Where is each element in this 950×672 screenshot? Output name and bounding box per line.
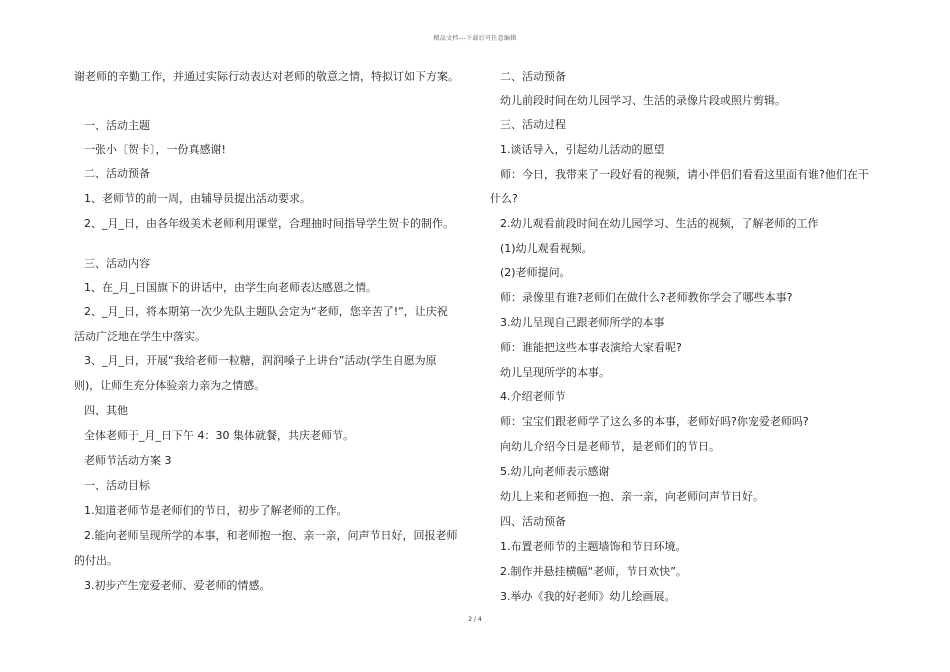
text-line: 幼儿上来和老师抱一抱、亲一亲，向老师问声节日好。 <box>500 490 764 503</box>
section-heading: 四、其他 <box>84 404 128 417</box>
text-line: 1、在_月_日国旗下的讲话中，由学生向老师表达感恩之情。 <box>84 281 377 294</box>
section-heading: 三、活动内容 <box>84 257 150 270</box>
text-line: 师：谁能把这些本事表演给大家看呢? <box>500 341 682 354</box>
text-line: 师：今日，我带来了一段好看的视频，请小伴侣们看看这里面有谁?他们在干 <box>500 168 869 181</box>
section-heading: 二、活动预备 <box>500 70 566 83</box>
text-line: (1)幼儿观看视频。 <box>500 242 593 255</box>
text-line: 1.谈话导入，引起幼儿活动的愿望 <box>500 143 665 156</box>
text-line: 谢老师的辛勤工作，并通过实际行动表达对老师的敬意之情，特拟订如下方案。 <box>74 70 459 83</box>
section-heading: 一、活动目标 <box>84 479 150 492</box>
text-line: 2.制作并悬挂横幅“老师，节日欢快”。 <box>500 565 687 578</box>
section-heading: 一、活动主题 <box>84 119 150 132</box>
text-line: 1.布置老师节的主题墙饰和节日环境。 <box>500 540 687 553</box>
text-line: 1.知道老师节是老师们的节日，初步了解老师的工作。 <box>84 504 348 517</box>
text-line: 2、_月_日，将本期第一次少先队主题队会定为“老师，您辛苦了!”，让庆祝 <box>84 305 448 318</box>
text-line: 3.举办《我的好老师》幼儿绘画展。 <box>500 590 676 603</box>
text-line: 5.幼儿向老师表示感谢 <box>500 465 610 478</box>
text-line: 2、_月_日，由各年级美术老师利用课堂，合理抽时间指导学生贺卡的制作。 <box>84 217 454 230</box>
text-line: 则)，让师生充分体验亲力亲为之情感。 <box>74 379 266 392</box>
text-line: 4.介绍老师节 <box>500 390 566 403</box>
text-line: 3.初步产生宠爱老师、爱老师的情感。 <box>84 579 271 592</box>
text-line: 活动广泛地在学生中落实。 <box>74 330 206 343</box>
subsection-title: 老师节活动方案 3 <box>84 454 172 467</box>
text-line: 师：录像里有谁?老师们在做什么?老师教你学会了哪些本事? <box>500 291 793 304</box>
text-line: 一张小〔贺卡〕，一份真感谢! <box>84 143 226 156</box>
text-line: 向幼儿介绍今日是老师节，是老师们的节日。 <box>500 440 720 453</box>
text-line: 的付出。 <box>74 554 118 567</box>
text-line: 2.能向老师呈现所学的本事，和老师抱一抱、亲一亲，问声节日好，回报老师 <box>84 529 458 542</box>
text-line: 师：宝宝们跟老师学了这么多的本事，老师好吗?你宠爱老师吗? <box>500 415 809 428</box>
text-line: 全体老师于_月_日下午 4：30 集体就餐，共庆老师节。 <box>84 429 354 442</box>
section-heading: 三、活动过程 <box>500 118 566 131</box>
text-line: 3.幼儿呈现自己跟老师所学的本事 <box>500 316 665 329</box>
text-line: 1、老师节的前一周，由辅导员提出活动要求。 <box>84 192 311 205</box>
text-line: (2)老师提问。 <box>500 266 571 279</box>
page-number: 2 / 4 <box>468 616 482 623</box>
text-line: 2.幼儿观看前段时间在幼儿园学习、生活的视频，了解老师的工作 <box>500 217 819 230</box>
section-heading: 二、活动预备 <box>84 167 150 180</box>
text-line: 幼儿前段时间在幼儿园学习、生活的录像片段或照片剪辑。 <box>500 94 786 107</box>
section-heading: 四、活动预备 <box>500 515 566 528</box>
text-line: 什么? <box>490 192 518 205</box>
page-header: 精品文档---下载后可任意编辑 <box>433 35 517 42</box>
text-line: 3、_月_日，开展“我给老师一粒糖，润润嗓子上讲台”活动(学生自愿为原 <box>84 354 437 367</box>
text-line: 幼儿呈现所学的本事。 <box>500 366 610 379</box>
